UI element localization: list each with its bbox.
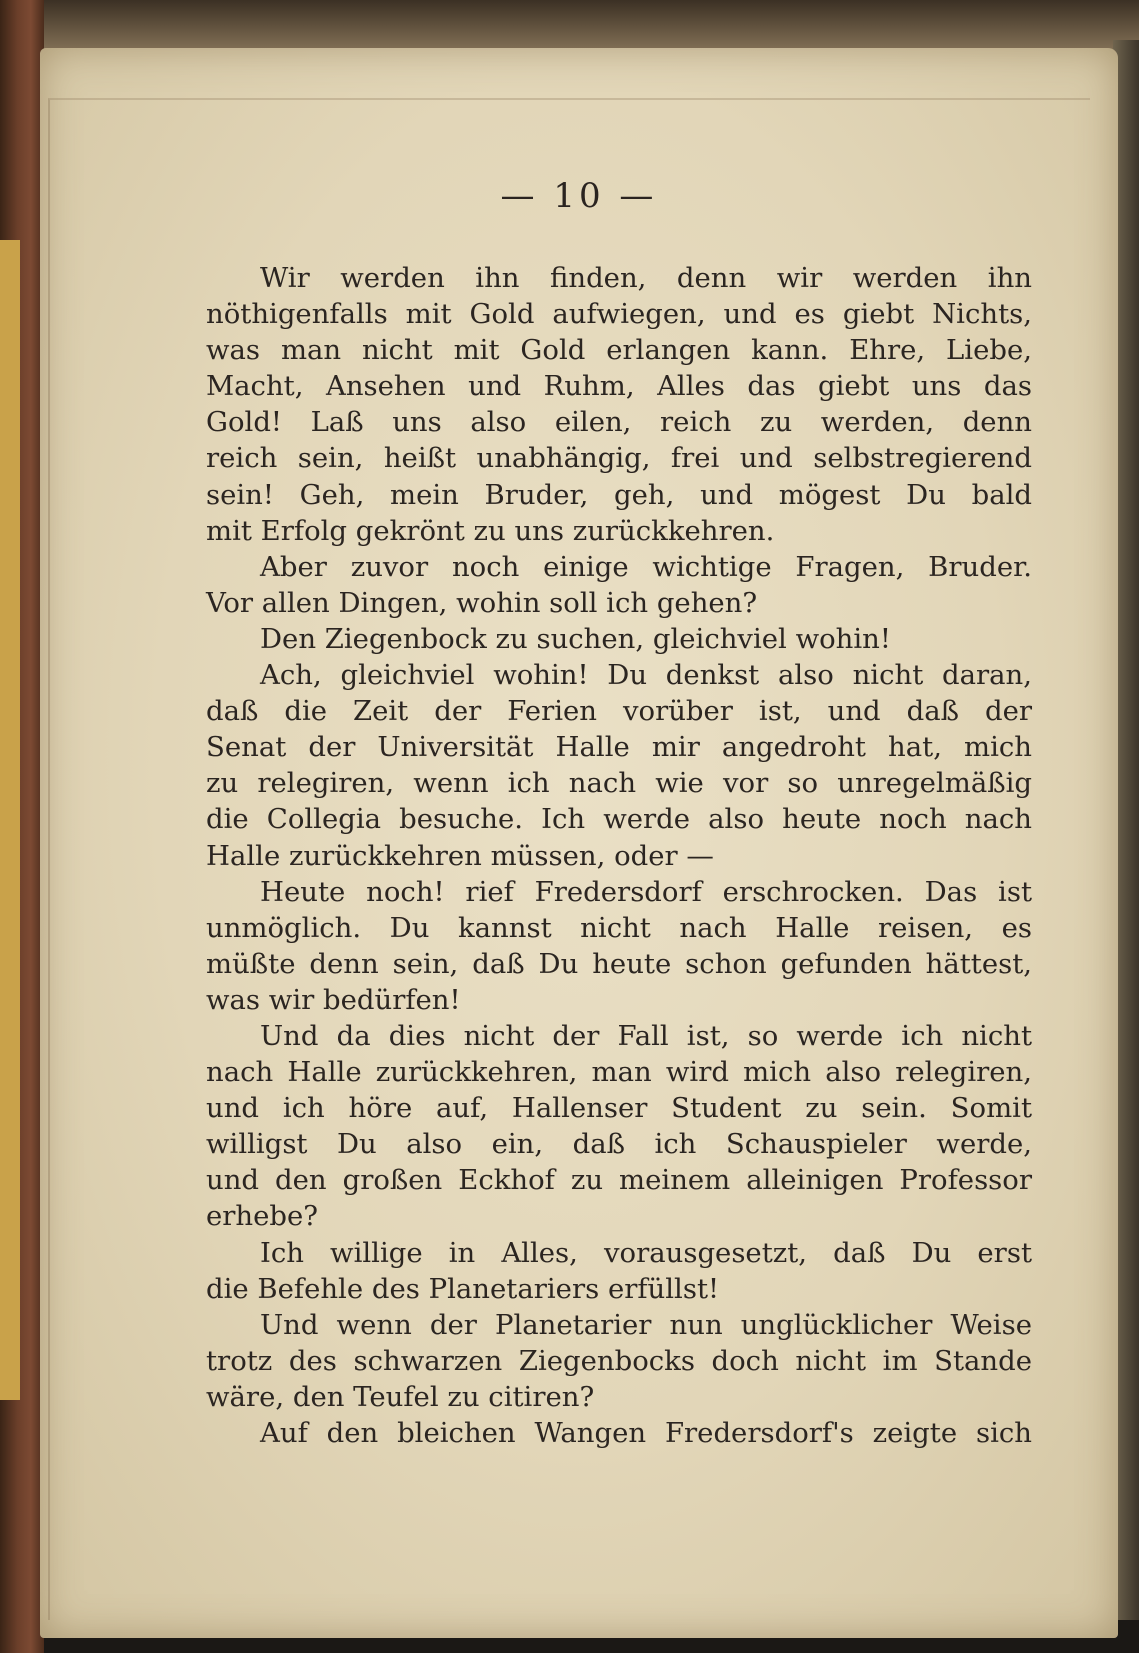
text-line: Macht, Ansehen und Ruhm, Alles das giebt uns das [206,370,1032,403]
text-line: Halle zurückkehren müssen, oder — [206,839,714,872]
text-line: Heute noch! rief Fredersdorf erschrocken. Das ist [260,875,1032,908]
text-line: Den Ziegenbock zu suchen, gleichviel wohin! [260,622,891,655]
text-line: Aber zuvor noch einige wichtige Fragen, Bruder. [260,550,1032,583]
text-line: Und wenn der Planetarier nun unglücklicher Weise [260,1308,1032,1341]
text-line: nöthigenfalls mit Gold aufwiegen, und es giebt Nichts, [206,298,1032,331]
book-page [40,48,1118,1638]
text-line: Ich willige in Alles, vorausgesetzt, daß Du erst [260,1236,1032,1269]
text-line: Ach, gleichviel wohin! Du denkst also nicht daran, [260,659,1032,692]
text-line: reich sein, heißt unabhängig, frei und selbstregierend [206,442,1032,475]
text-line: und ich höre auf, Hallenser Student zu sein. Somit [206,1092,1032,1125]
text-line: die Befehle des Planetariers erfüllst! [206,1272,720,1305]
text-line: was wir bedürfen! [206,983,461,1016]
text-line: Vor allen Dingen, wohin soll ich gehen? [206,586,758,619]
text-line: daß die Zeit der Ferien vorüber ist, und daß der [206,695,1032,728]
text-line: willigst Du also ein, daß ich Schauspieler werde, [206,1128,1032,1161]
text-line: Senat der Universität Halle mir angedroht hat, mich [206,731,1032,764]
text-line: unmöglich. Du kannst nicht nach Halle reisen, es [206,911,1032,944]
text-line: nach Halle zurückkehren, man wird mich also relegiren, [206,1056,1032,1089]
body-text [206,260,1032,1451]
text-line: wäre, den Teufel zu citiren? [206,1380,595,1413]
text-line: Und da dies nicht der Fall ist, so werde ich nicht [260,1019,1032,1052]
text-line: was man nicht mit Gold erlangen kann. Ehre, Liebe, [206,334,1032,367]
text-line: müßte denn sein, daß Du heute schon gefunden hättest, [206,947,1032,980]
text-line: erhebe? [206,1200,319,1233]
text-line: zu relegiren, wenn ich nach wie vor so unregelmäßig [206,767,1032,800]
text-line: und den großen Eckhof zu meinem alleinigen Professor [206,1164,1032,1197]
text-line: mit Erfolg gekrönt zu uns zurückkehren. [206,514,775,547]
text-line: Wir werden ihn finden, denn wir werden ihn [260,262,1032,294]
text-line: die Collegia besuche. Ich werde also heute noch nach [206,803,1032,836]
page-number: — 10 — [500,176,658,216]
binding-label-strip [0,240,20,1400]
text-line: Auf den bleichen Wangen Fredersdorf's zeigte sich [260,1417,1032,1449]
text-line: trotz des schwarzen Ziegenbocks doch nicht im Stande [206,1344,1032,1377]
text-line: Gold! Laß uns also eilen, reich zu werden, denn [206,406,1032,439]
text-line: sein! Geh, mein Bruder, geh, und mögest Du bald [206,478,1032,511]
